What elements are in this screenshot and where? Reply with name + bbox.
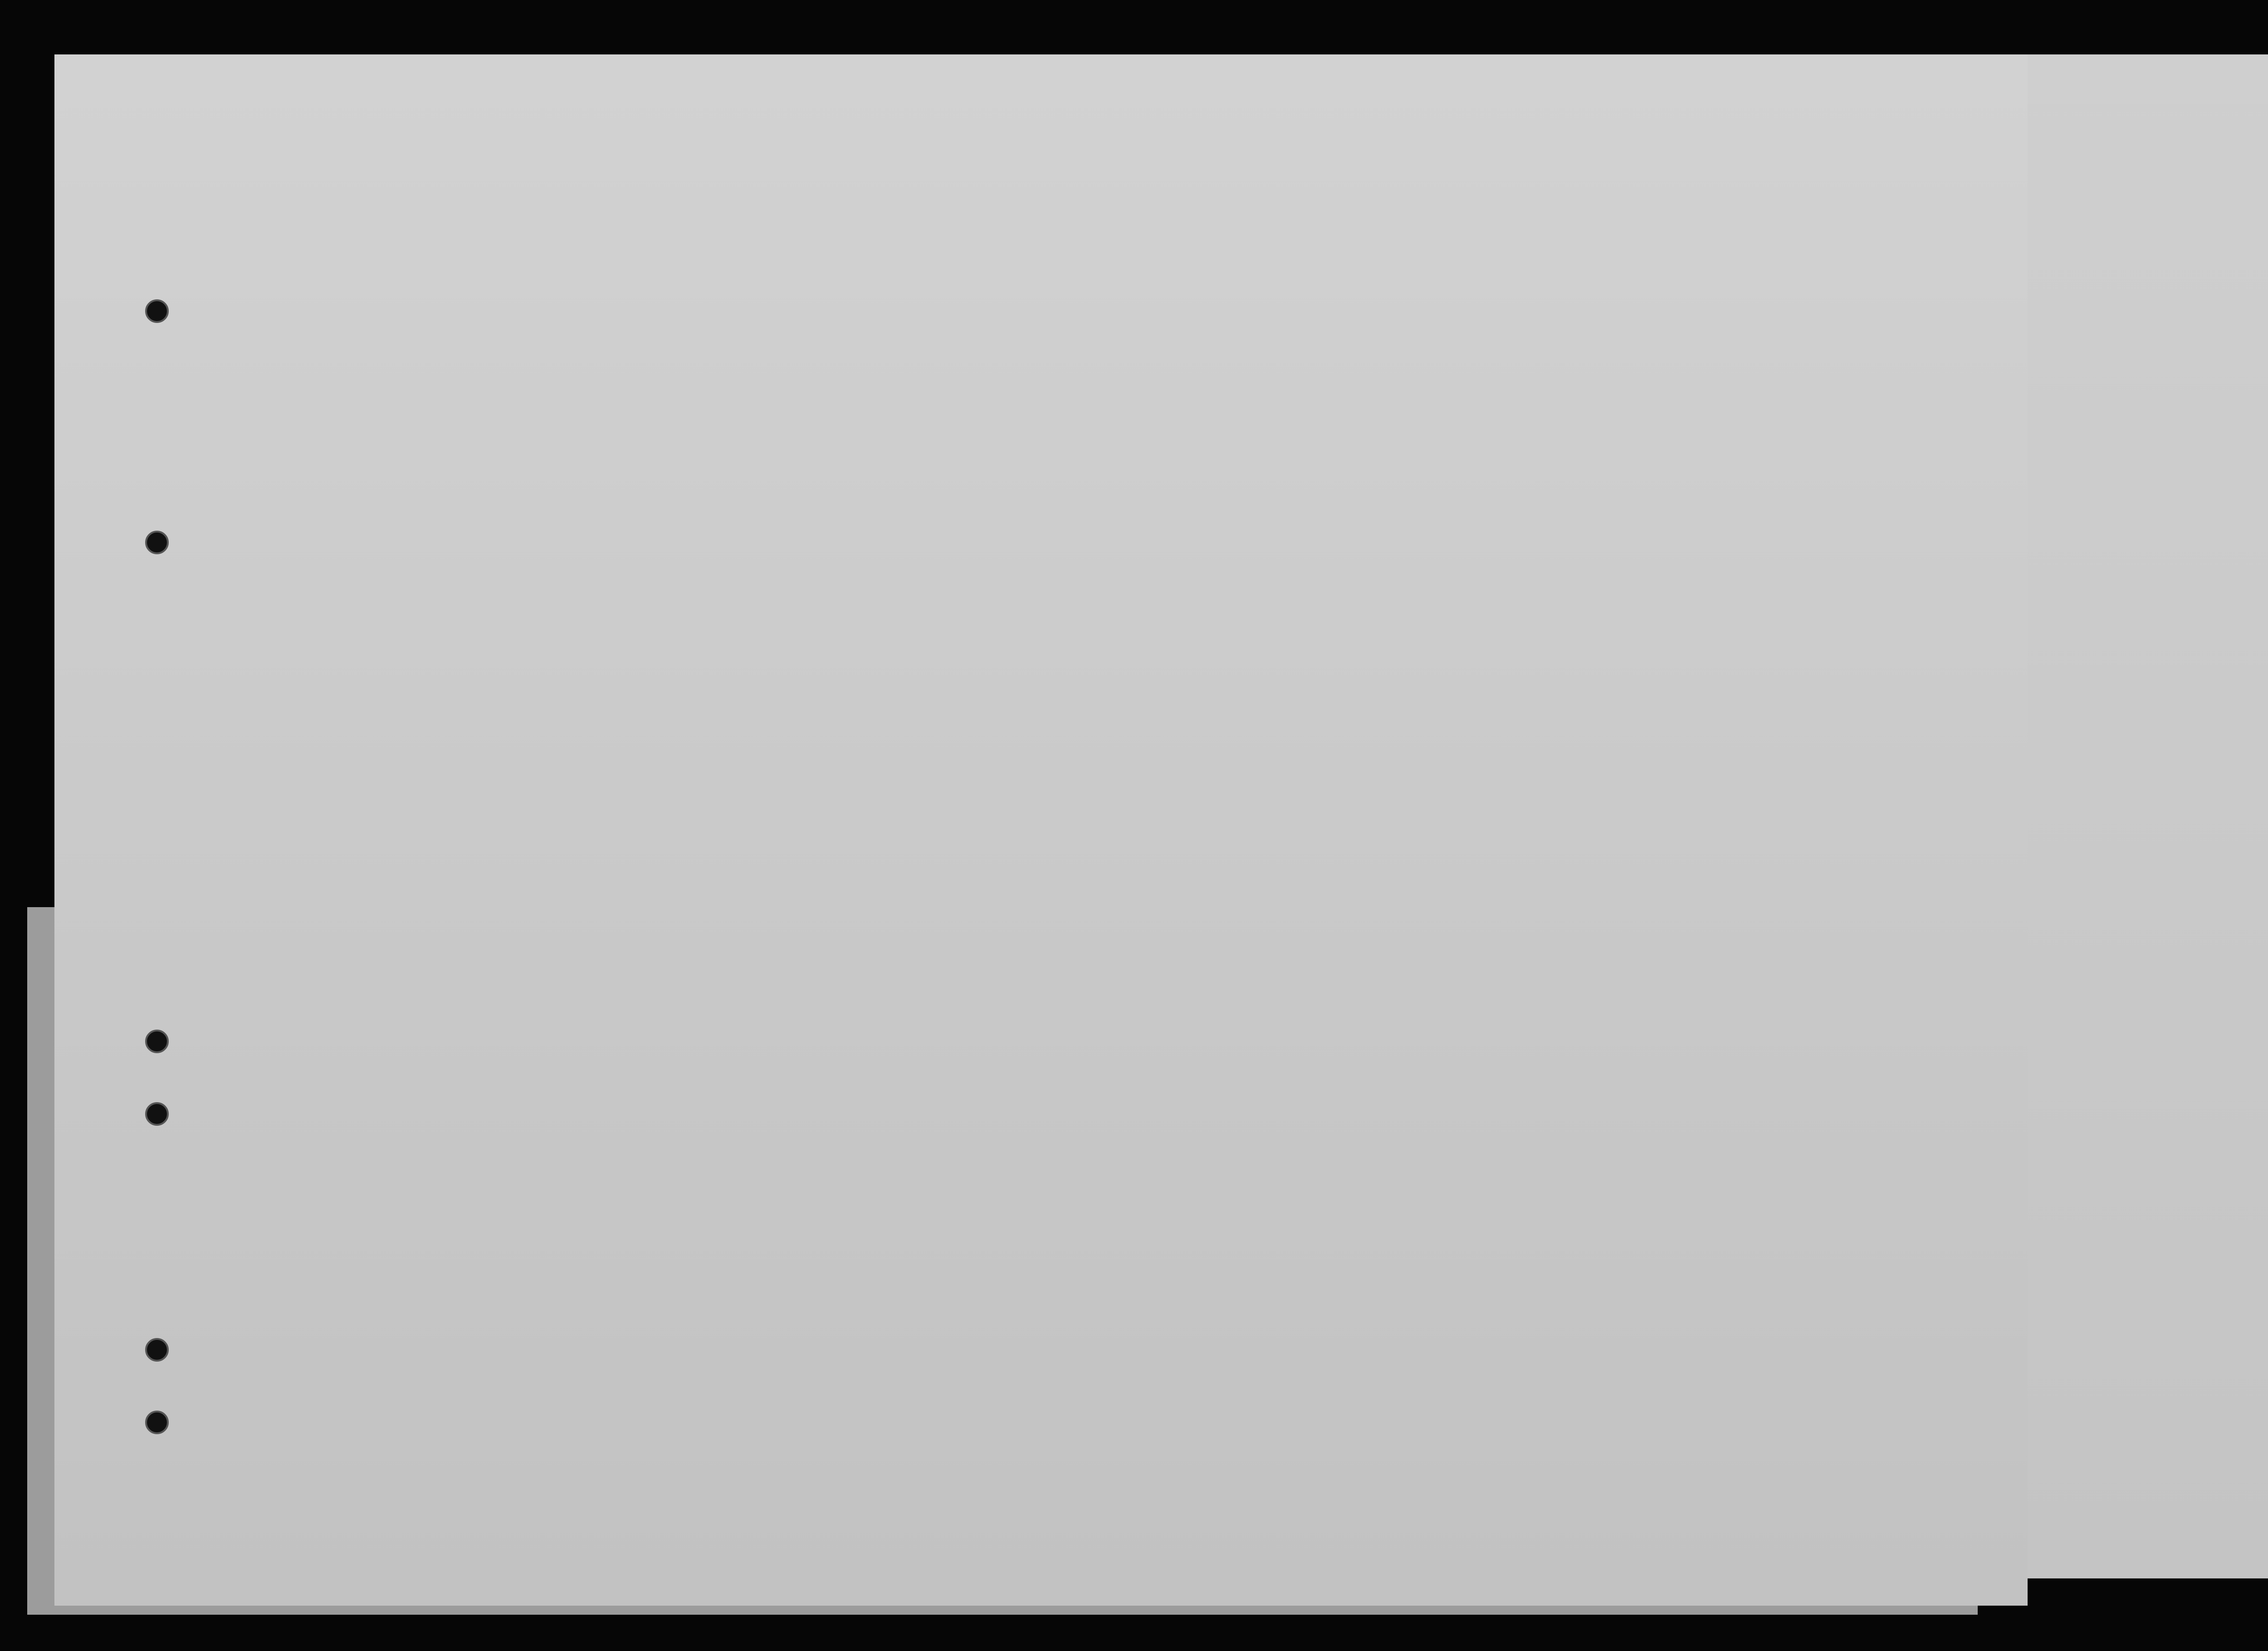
punch-hole <box>145 531 169 554</box>
punch-hole <box>145 1338 169 1362</box>
punch-hole <box>145 299 169 323</box>
punch-hole <box>145 1030 169 1053</box>
punch-hole <box>145 1411 169 1434</box>
punch-hole <box>145 1102 169 1126</box>
